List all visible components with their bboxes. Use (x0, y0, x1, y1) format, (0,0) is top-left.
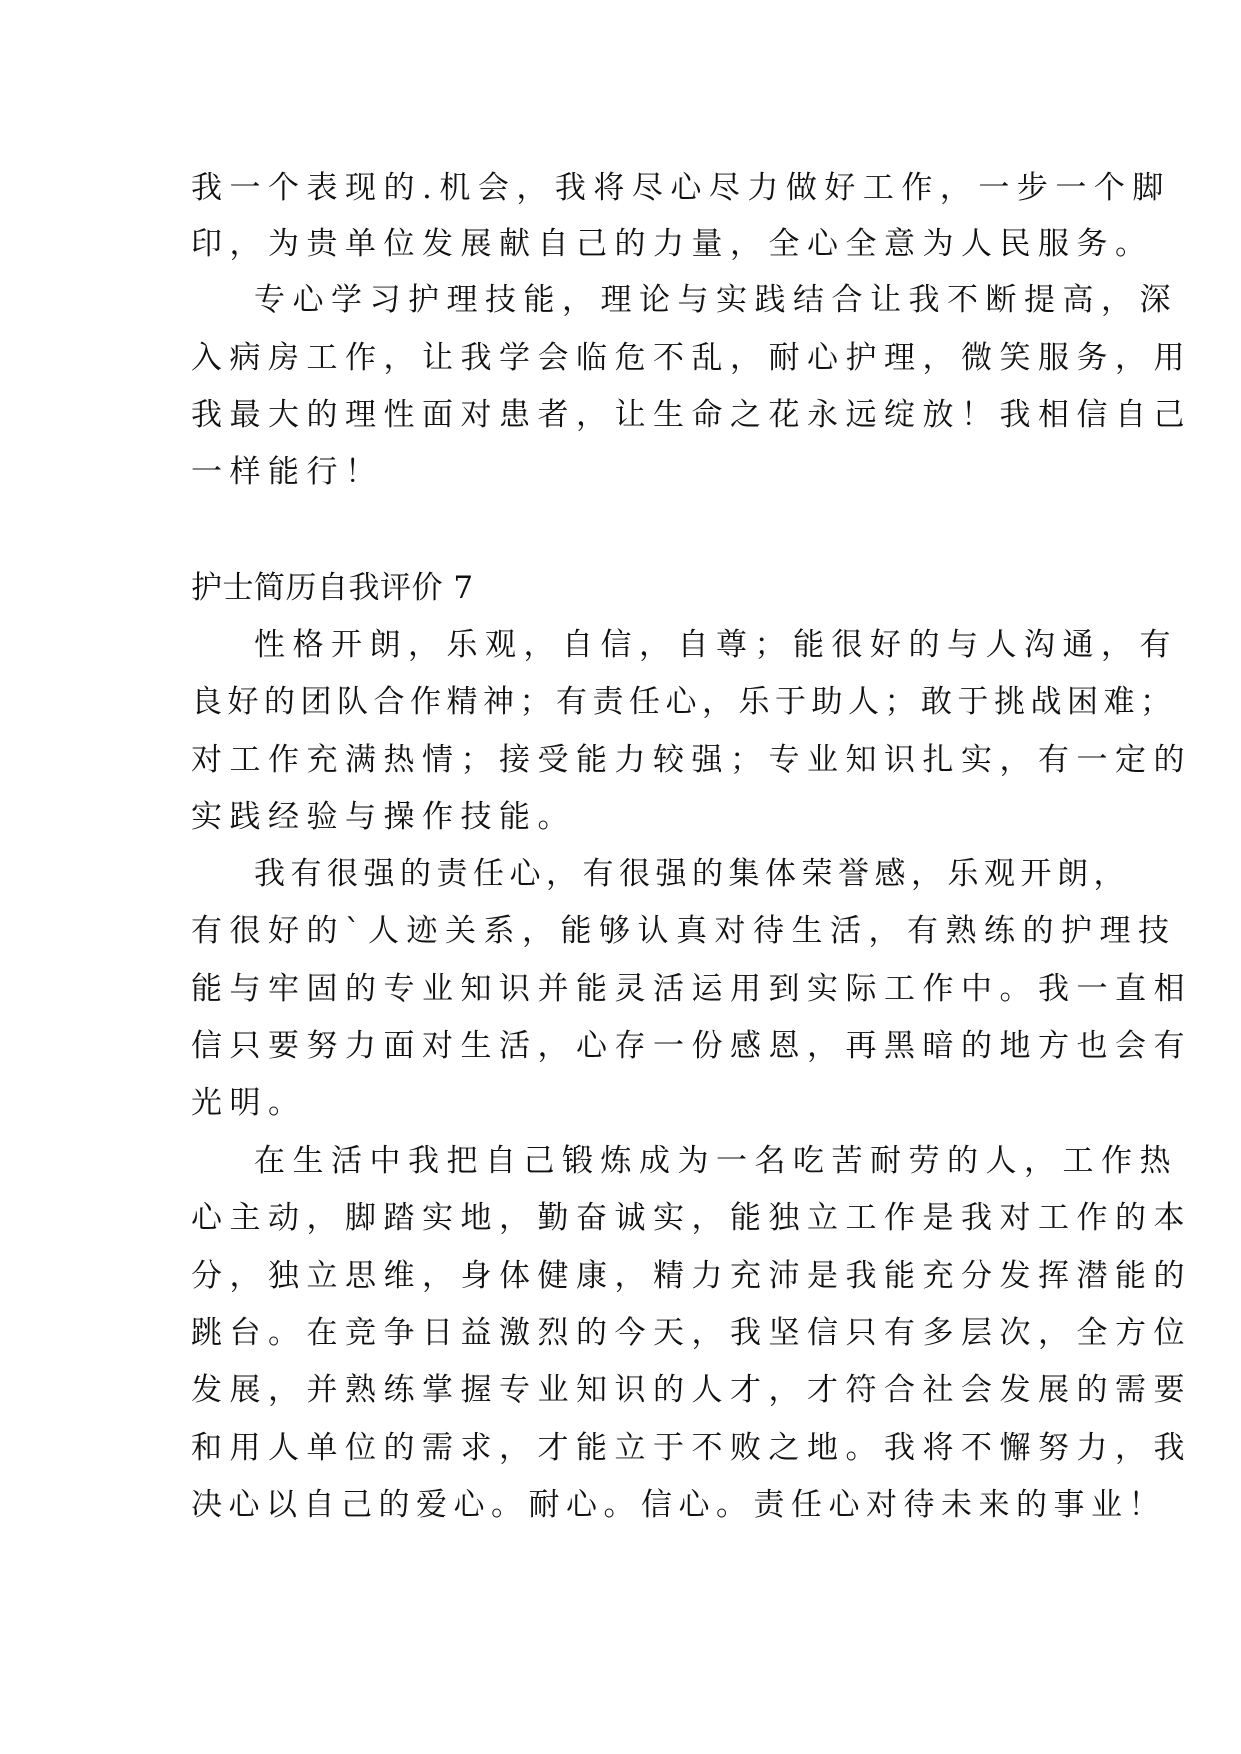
paragraph-line: 我一个表现的.机会，我将尽心尽力做好工作，一步一个脚 (191, 170, 1171, 206)
paragraph-line: 对工作充满热情；接受能力较强；专业知识扎实，有一定的 (191, 742, 1192, 778)
paragraph-line: 良好的团队合作精神；有责任心，乐于助人；敢于挑战困难； (191, 684, 1177, 720)
paragraph-line: 我最大的理性面对患者，让生命之花永远绽放！我相信自己 (191, 397, 1192, 433)
paragraph-line: 发展，并熟练掌握专业知识的人才，才符合社会发展的需要 (191, 1372, 1192, 1408)
paragraph-line: 有很好的`人迹关系，能够认真对待生活，有熟练的护理技 (191, 913, 1177, 949)
paragraph-line: 跳台。在竞争日益激烈的今天，我坚信只有多层次，全方位 (191, 1315, 1192, 1351)
paragraph-line: 我有很强的责任心，有很强的集体荣誉感，乐观开朗， (254, 856, 1130, 892)
paragraph-line: 能与牢固的专业知识并能灵活运用到实际工作中。我一直相 (191, 971, 1192, 1007)
paragraph-line: 入病房工作，让我学会临危不乱，耐心护理，微笑服务，用 (191, 340, 1192, 376)
paragraph-line: 专心学习护理技能，理论与实践结合让我不断提高，深 (254, 282, 1178, 318)
paragraph-line: 在生活中我把自己锻炼成为一名吃苦耐劳的人，工作热 (254, 1143, 1178, 1179)
paragraph-line: 性格开朗，乐观，自信，自尊；能很好的与人沟通，有 (254, 627, 1178, 663)
paragraph-line: 一样能行！ (191, 454, 384, 490)
paragraph-line: 心主动，脚踏实地，勤奋诚实，能独立工作是我对工作的本 (191, 1200, 1192, 1236)
paragraph-line: 分，独立思维，身体健康，精力充沛是我能充分发挥潜能的 (191, 1258, 1192, 1294)
section-heading: 护士简历自我评价 7 (191, 570, 474, 606)
paragraph-line: 决心以自己的爱心。耐心。信心。责任心对待未来的事业！ (191, 1487, 1166, 1523)
paragraph-line: 光明。 (191, 1085, 307, 1121)
paragraph-line: 实践经验与操作技能。 (191, 799, 576, 835)
paragraph-line: 印，为贵单位发展献自己的力量，全心全意为人民服务。 (191, 226, 1154, 262)
paragraph-line: 和用人单位的需求，才能立于不败之地。我将不懈努力，我 (191, 1430, 1192, 1466)
paragraph-line: 信只要努力面对生活，心存一份感恩，再黑暗的地方也会有 (191, 1028, 1192, 1064)
